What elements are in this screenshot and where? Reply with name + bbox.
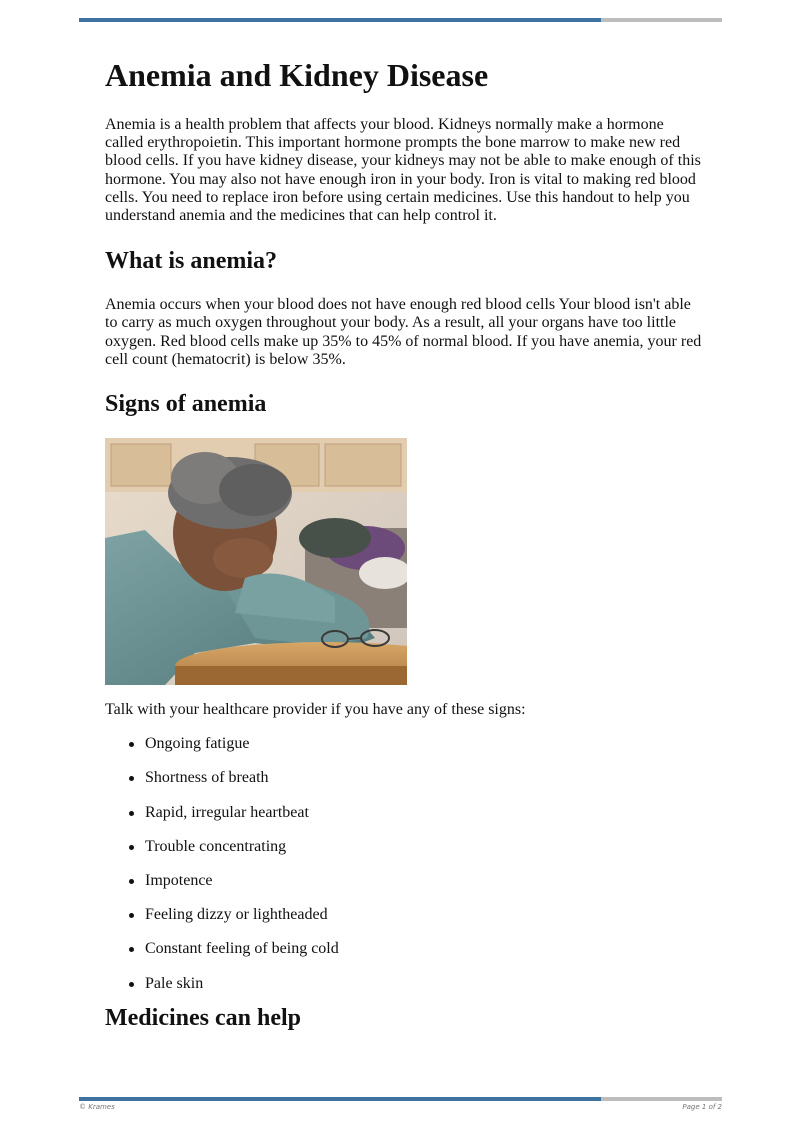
tired-woman-photo: [105, 438, 407, 685]
footer-page-number: Page 1 of 2: [682, 1103, 722, 1111]
bottom-rule-gray: [601, 1097, 722, 1101]
list-item-text: Trouble concentrating: [145, 837, 287, 855]
bullet-icon: [129, 947, 134, 952]
list-item-text: Feeling dizzy or lightheaded: [145, 906, 328, 924]
heading-signs-of-anemia: Signs of anemia: [105, 391, 267, 418]
signs-list: [105, 735, 705, 1009]
anemia-paragraph: Anemia occurs when your blood does not have enough red blood cells Your blood isn't able to carry as much oxygen throughout your body. As a result, all your organs have too little oxygen. Red blood cells make up 35% to 45% of normal blood. If you have anemia, your red cell count (hematocrit) is below 35%.: [105, 296, 702, 368]
bullet-icon: [129, 742, 134, 747]
heading-medicines-can-help: Medicines can help: [105, 1004, 301, 1031]
list-item-text: Rapid, irregular heartbeat: [145, 803, 309, 821]
page-title: Anemia and Kidney Disease: [105, 57, 489, 93]
list-item: [105, 735, 705, 769]
list-item: [105, 838, 705, 872]
bullet-icon: [129, 845, 134, 850]
top-rule-blue: [79, 18, 601, 22]
list-item-text: Shortness of breath: [145, 769, 269, 787]
top-rule: [79, 18, 722, 22]
signs-lead-text: Talk with your healthcare provider if you have any of these signs:: [105, 701, 526, 719]
bullet-icon: [129, 811, 134, 816]
list-item: [105, 804, 705, 838]
list-item-text: Constant feeling of being cold: [145, 940, 339, 958]
bullet-icon: [129, 879, 134, 884]
list-item: [105, 872, 705, 906]
list-item: [105, 769, 705, 803]
list-item-text: Impotence: [145, 871, 213, 889]
list-item: [105, 975, 705, 1009]
list-item: [105, 940, 705, 974]
list-item-text: Pale skin: [145, 974, 204, 992]
heading-what-is-anemia: What is anemia?: [105, 248, 278, 275]
bottom-rule: [79, 1097, 722, 1101]
bullet-icon: [129, 982, 134, 987]
document-body: [105, 54, 705, 1033]
list-item: [105, 906, 705, 940]
footer-copyright: © Krames: [79, 1103, 115, 1111]
bullet-icon: [129, 776, 134, 781]
bullet-icon: [129, 913, 134, 918]
top-rule-gray: [601, 18, 722, 22]
bottom-rule-blue: [79, 1097, 601, 1101]
list-item-text: Ongoing fatigue: [145, 735, 250, 753]
intro-paragraph: Anemia is a health problem that affects your blood. Kidneys normally make a hormone called erythropoietin. This important hormone prompts the bone marrow to make new red blood cells. If you have kidney disease, your kidneys may not be able to make enough of this hormone. You may also not have enough iron in your body. Iron is vital to making red blood cells. You need to replace iron before using certain medicines. Use this handout to help you understand anemia and the medicines that can help control it.: [105, 116, 701, 225]
